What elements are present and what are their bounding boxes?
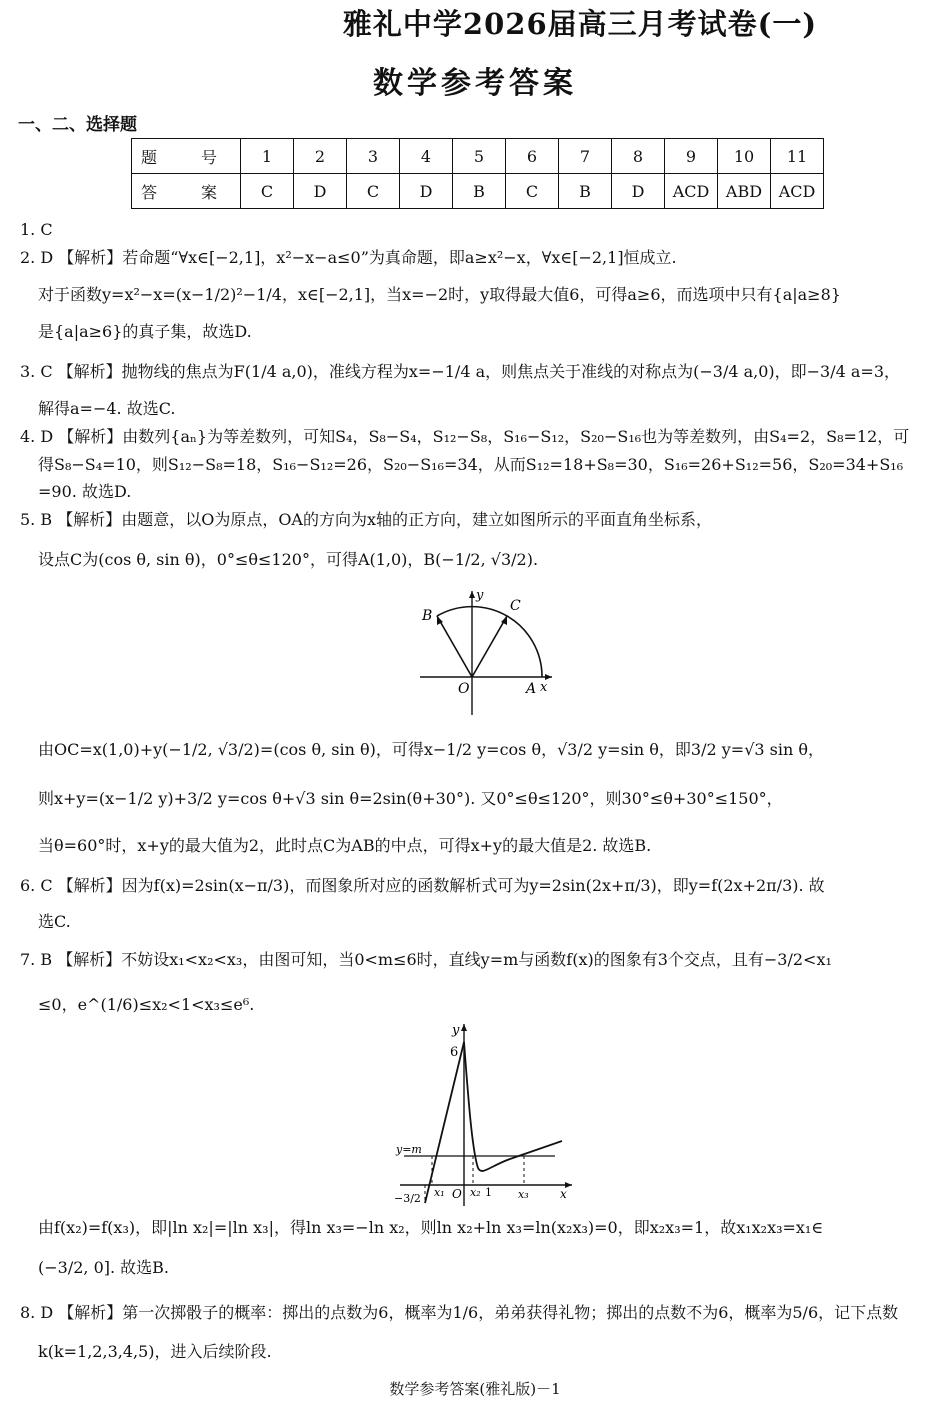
page-title: 数学参考答案: [373, 66, 577, 101]
solution-line: 6. C 【解析】因为f(x)=2sin(x−π/3)，而图象所对应的函数解析式可为y=2sin(2x+π/3)，即y=f(2x+2π/3). 故: [20, 876, 825, 895]
question-number: 7: [559, 139, 612, 174]
function-graph-figure: [390, 1020, 580, 1210]
solution-line: 5. B 【解析】由题意，以O为原点，OA的方向为x轴的正方向，建立如图所示的平面直角坐标系，: [20, 510, 713, 529]
solution-line: 是{a|a≥6}的真子集，故选D.: [38, 322, 252, 341]
solution-line: 1. C: [20, 220, 53, 239]
solution-line: 8. D 【解析】第一次掷骰子的概率：掷出的点数为6，概率为1/6，弟弟获得礼物；掷出的点数不为6，概率为5/6，记下点数: [20, 1303, 899, 1322]
section-heading: 一、二、选择题: [18, 115, 137, 135]
label-c: C: [510, 598, 521, 614]
page-footer: 数学参考答案(雅礼版)－1: [389, 1380, 561, 1398]
solution-line: 当θ=60°时，x+y的最大值为2，此时点C为AB的中点，可得x+y的最大值是2. 故选B.: [38, 836, 652, 855]
label-o: O: [458, 681, 470, 697]
solution-line: 3. C 【解析】抛物线的焦点为F(1/4 a,0)，准线方程为x=−1/4 a，则焦点关于准线的对称点为(−3/4 a,0)，即−3/4 a=3，: [20, 362, 901, 381]
row-label-answer: 答 案: [132, 174, 241, 209]
solution-line: =90. 故选D.: [38, 482, 132, 501]
table-row-numbers: [132, 139, 824, 174]
arc-ab: [437, 607, 542, 677]
vector-ob: [437, 616, 472, 677]
answer-cell: ABD: [718, 174, 771, 209]
y-axis-arrow: [469, 591, 475, 598]
curve-left: [425, 1042, 464, 1203]
answer-cell: D: [612, 174, 665, 209]
answer-table: [131, 138, 824, 209]
answer-cell: D: [294, 174, 347, 209]
unit-circle-figure: [410, 585, 560, 720]
answer-cell: ACD: [771, 174, 824, 209]
answer-cell: C: [506, 174, 559, 209]
solution-line: 对于函数y=x²−x=(x−1/2)²−1/4，x∈[−2,1]，当x=−2时，y取得最大值6，可得a≥6，而选项中只有{a|a≥8}: [38, 285, 841, 304]
table-row-answers: [132, 174, 824, 209]
question-number: 6: [506, 139, 559, 174]
question-number: 2: [294, 139, 347, 174]
exam-title: 雅礼中学2026届高三月考试卷(一): [342, 7, 818, 41]
question-number: 9: [665, 139, 718, 174]
label-x: x: [560, 1187, 567, 1201]
label-o: O: [452, 1187, 462, 1201]
solution-line: k(k=1,2,3,4,5)，进入后续阶段.: [38, 1342, 272, 1361]
answer-cell: C: [347, 174, 400, 209]
solution-line: 由f(x₂)=f(x₃)，即|ln x₂|=|ln x₃|，得ln x₃=−ln x₂，则ln x₂+ln x₃=ln(x₂x₃)=0，即x₂x₃=1，故x₁x₂x₃=x₁∈: [38, 1218, 824, 1237]
solution-line: 则x+y=(x−1/2 y)+3/2 y=cos θ+√3 sin θ=2sin(θ+30°). 又0°≤θ≤120°，则30°≤θ+30°≤150°，: [38, 789, 783, 808]
solution-line: 7. B 【解析】不妨设x₁<x₂<x₃，由图可知，当0<m≤6时，直线y=m与函数f(x)的图象有3个交点，且有−3/2<x₁: [20, 950, 832, 969]
question-number: 11: [771, 139, 824, 174]
solution-line: 4. D 【解析】由数列{aₙ}为等差数列，可知S₄，S₈−S₄，S₁₂−S₈，S₁₆−S₁₂，S₂₀−S₁₆也为等差数列，由S₄=2，S₈=12，可: [20, 427, 910, 446]
label-neg-three-halves: −3/2: [394, 1192, 421, 1205]
answer-cell: ACD: [665, 174, 718, 209]
curve-right: [464, 1042, 562, 1171]
question-number: 1: [241, 139, 294, 174]
label-1: 1: [485, 1186, 492, 1199]
label-y-eq-m: y=m: [396, 1143, 422, 1156]
solution-line: 解得a=−4. 故选C.: [38, 399, 176, 418]
label-x: x: [540, 680, 548, 695]
label-a: A: [526, 681, 537, 697]
row-label-number: 题 号: [132, 139, 241, 174]
question-number: 3: [347, 139, 400, 174]
y-axis-arrow: [461, 1024, 467, 1031]
solution-line: 由OC=x(1,0)+y(−1/2, √3/2)=(cos θ, sin θ)，可得x−1/2 y=cos θ，√3/2 y=sin θ，即3/2 y=√3 sin θ，: [38, 740, 825, 759]
label-6: 6: [450, 1045, 459, 1060]
solution-line: 得S₈−S₄=10，则S₁₂−S₈=18，S₁₆−S₁₂=26，S₂₀−S₁₆=34，从而S₁₂=18+S₈=30，S₁₆=26+S₁₂=56，S₂₀=34+S₁₆: [38, 455, 904, 474]
solution-line: (−3/2, 0]. 故选B.: [38, 1258, 170, 1277]
label-x2: x₂: [470, 1186, 481, 1199]
question-number: 10: [718, 139, 771, 174]
solution-line: 设点C为(cos θ, sin θ)，0°≤θ≤120°，可得A(1,0)，B(−1/2, √3/2).: [38, 550, 539, 569]
label-y: y: [452, 1023, 460, 1038]
question-number: 5: [453, 139, 506, 174]
answer-cell: B: [559, 174, 612, 209]
solution-line: 2. D 【解析】若命题“∀x∈[−2,1]，x²−x−a≤0”为真命题，即a≥x²−x，∀x∈[−2,1]恒成立.: [20, 248, 677, 267]
label-x1: x₁: [434, 1186, 445, 1199]
solution-line: 选C.: [38, 912, 71, 931]
label-b: B: [422, 608, 433, 624]
label-x3: x₃: [518, 1188, 529, 1201]
answer-cell: D: [400, 174, 453, 209]
solution-line: ≤0，e^(1/6)≤x₂<1<x₃≤e⁶.: [38, 995, 255, 1014]
question-number: 4: [400, 139, 453, 174]
answer-cell: B: [453, 174, 506, 209]
vector-oc: [472, 616, 507, 677]
answer-cell: C: [241, 174, 294, 209]
question-number: 8: [612, 139, 665, 174]
label-y: y: [476, 588, 484, 603]
